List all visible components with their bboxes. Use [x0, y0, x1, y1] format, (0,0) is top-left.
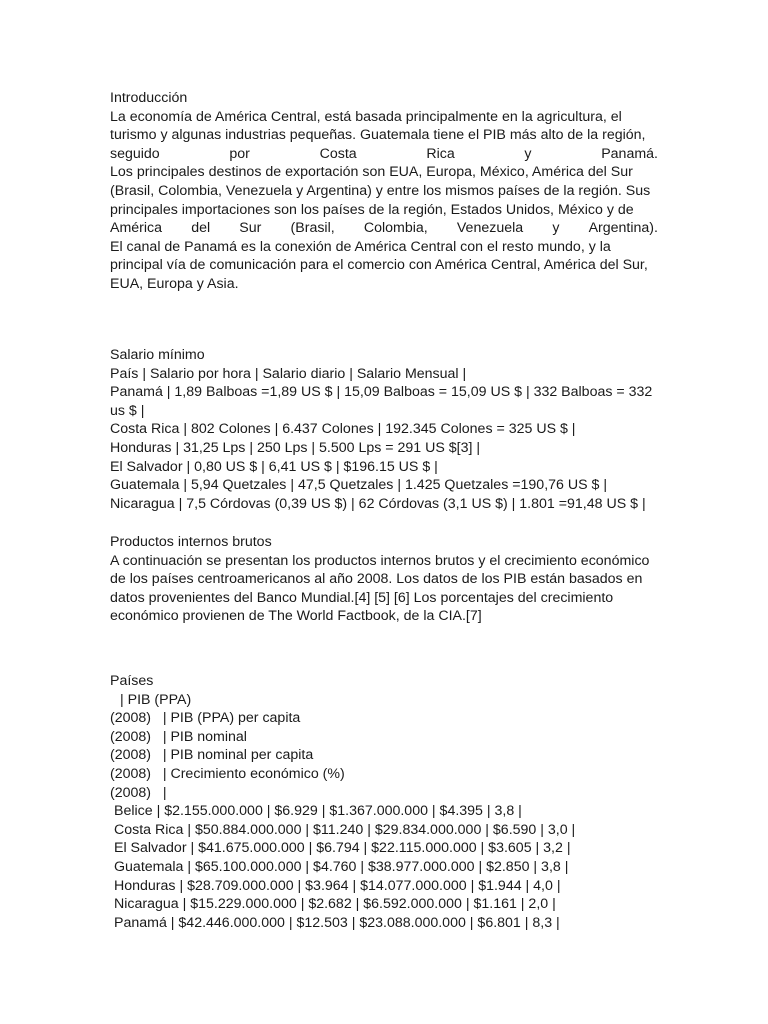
- intro-line: turismo y algunas industrias pequeñas. Guatemala tiene el PIB más alto de la región,: [110, 127, 646, 144]
- intro-line: principal vía de comunicación para el comercio con América Central, América del Sur,: [110, 257, 648, 274]
- salary-row: Nicaragua | 7,5 Córdovas (0,39 US $) | 62 Córdovas (3,1 US $) | 1.801 =91,48 US $ |: [110, 495, 646, 512]
- intro-title: Introducción: [110, 90, 188, 106]
- intro-word: del: [191, 220, 211, 237]
- salary-title: Salario mínimo: [110, 347, 205, 363]
- intro-word: por: [229, 145, 250, 162]
- salary-section: [110, 346, 658, 513]
- countries-row: Belice | $2.155.000.000 | $6.929 | $1.367.000.000 | $4.395 | 3,8 |: [114, 803, 522, 820]
- countries-row: Costa Rica | $50.884.000.000 | $11.240 | $29.834.000.000 | $6.590 | 3,0 |: [114, 821, 576, 838]
- intro-word: Panamá.: [601, 145, 658, 162]
- intro-line: Los principales destinos de exportación son EUA, Europa, México, América del Sur: [110, 164, 633, 181]
- intro-word: Colombia,: [363, 220, 428, 237]
- intro-word: Sur: [239, 220, 262, 237]
- intro-word: y: [524, 145, 532, 162]
- countries-header-line: (2008) |: [110, 784, 167, 801]
- intro-word: y: [552, 220, 560, 237]
- countries-section: [110, 672, 658, 932]
- intro-justified-line: [110, 219, 658, 238]
- countries-header-line: (2008) | Crecimiento económico (%): [110, 765, 345, 782]
- products-line: económico provienen de The World Factbook, de la CIA.[7]: [110, 608, 482, 625]
- salary-header: País | Salario por hora | Salario diario | Salario Mensual |: [110, 365, 467, 382]
- countries-row: El Salvador | $41.675.000.000 | $6.794 | $22.115.000.000 | $3.605 | 3,2 |: [114, 840, 571, 857]
- countries-row: Honduras | $28.709.000.000 | $3.964 | $14.077.000.000 | $1.944 | 4,0 |: [114, 877, 561, 894]
- intro-word: (Brasil,: [290, 220, 335, 237]
- countries-header-line: (2008) | PIB nominal: [110, 728, 247, 745]
- salary-row: El Salvador | 0,80 US $ | 6,41 US $ | $196.15 US $ |: [110, 458, 438, 475]
- countries-title: Países: [110, 673, 154, 689]
- salary-row: Guatemala | 5,94 Quetzales | 47,5 Quetzales | 1.425 Quetzales =190,76 US $ |: [110, 477, 608, 494]
- products-line: de los países centroamericanos al año 2008. Los datos de los PIB están basados en: [110, 571, 643, 588]
- salary-row: Costa Rica | 802 Colones | 6.437 Colones | 192.345 Colones = 325 US $ |: [110, 421, 576, 438]
- intro-line: La economía de América Central, está basada principalmente en la agricultura, el: [110, 108, 622, 125]
- salary-row: us $ |: [110, 402, 145, 419]
- products-line: A continuación se presentan los productos internos brutos y el crecimiento económico: [110, 552, 650, 569]
- intro-section: [110, 89, 658, 294]
- intro-word: Venezuela: [456, 220, 524, 237]
- intro-line: (Brasil, Colombia, Venezuela y Argentina) y entre los mismos países de la región. Sus: [110, 182, 651, 199]
- intro-word: Costa: [319, 145, 357, 162]
- countries-header-line: (2008) | PIB nominal per capita: [110, 747, 314, 764]
- countries-row: Nicaragua | $15.229.000.000 | $2.682 | $6.592.000.000 | $1.161 | 2,0 |: [114, 896, 556, 913]
- salary-row: Honduras | 31,25 Lps | 250 Lps | 5.500 Lps = 291 US $[3] |: [110, 439, 481, 456]
- intro-word: seguido: [110, 145, 160, 162]
- countries-row: Panamá | $42.446.000.000 | $12.503 | $23.088.000.000 | $6.801 | 8,3 |: [114, 914, 560, 931]
- products-section: [110, 533, 658, 626]
- intro-word: Argentina).: [588, 220, 658, 237]
- countries-header-line: | PIB (PPA): [120, 691, 192, 708]
- intro-line: EUA, Europa y Asia.: [110, 275, 239, 292]
- products-line: datos provenientes del Banco Mundial.[4] [5] [6] Los porcentajes del crecimiento: [110, 589, 614, 606]
- intro-word: Rica: [426, 145, 455, 162]
- intro-line: El canal de Panamá es la conexión de América Central con el resto mundo, y la: [110, 238, 611, 255]
- countries-header-line: (2008) | PIB (PPA) per capita: [110, 710, 301, 727]
- salary-row: Panamá | 1,89 Balboas =1,89 US $ | 15,09 Balboas = 15,09 US $ | 332 Balboas = 332: [110, 384, 653, 401]
- intro-line: principales importaciones son los países de la región, Estados Unidos, México y de: [110, 201, 634, 218]
- products-title: Productos internos brutos: [110, 534, 272, 550]
- intro-justified-line: [110, 145, 658, 164]
- countries-row: Guatemala | $65.100.000.000 | $4.760 | $38.977.000.000 | $2.850 | 3,8 |: [114, 858, 569, 875]
- intro-word: América: [110, 220, 163, 237]
